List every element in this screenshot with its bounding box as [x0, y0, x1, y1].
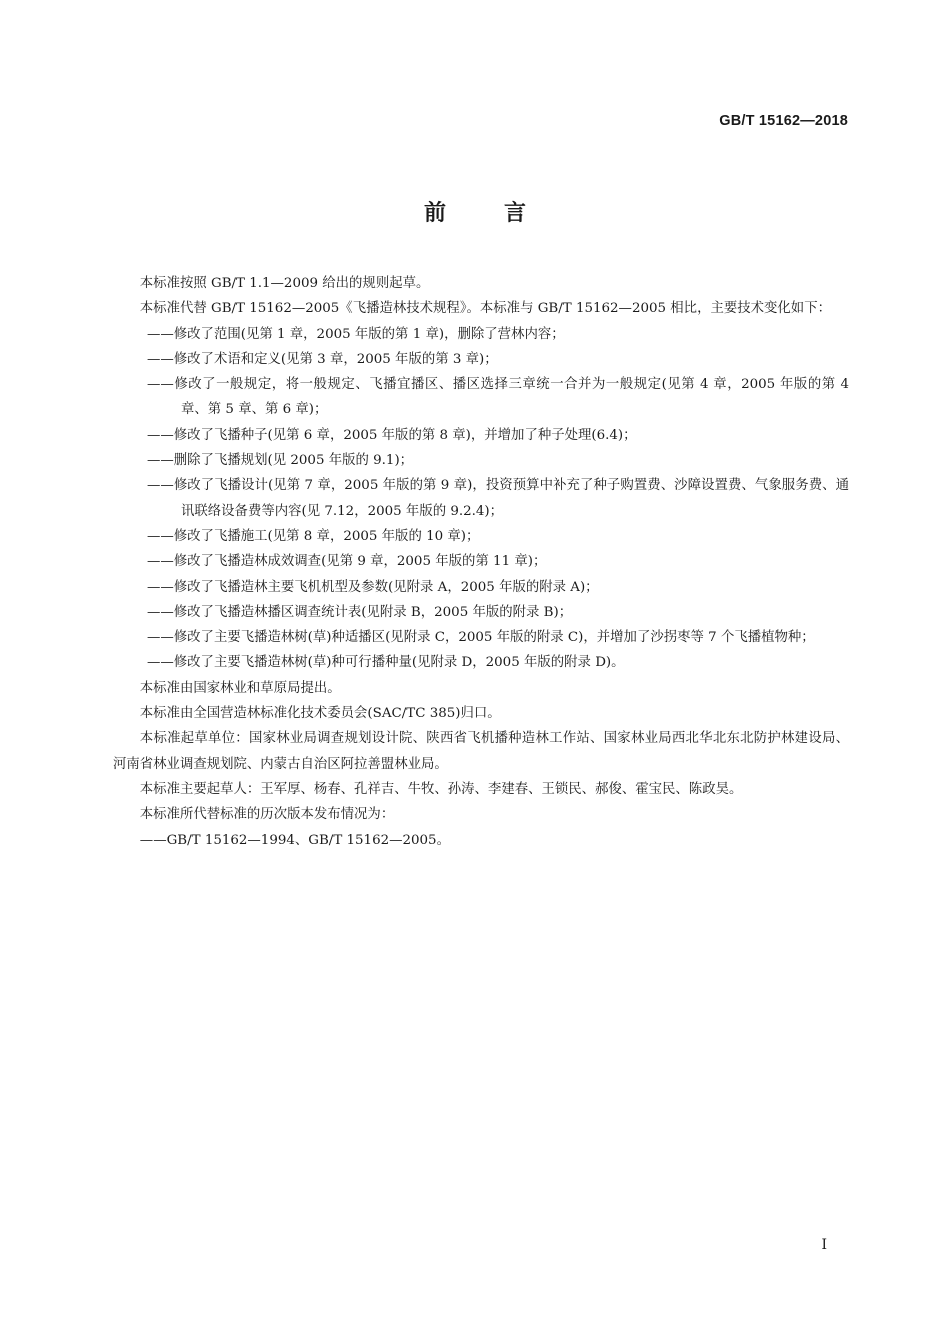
foreword-body: [113, 271, 849, 853]
paragraph-history-intro: 本标准所代替标准的历次版本发布情况为：: [139, 807, 395, 823]
change-item: ——修改了飞播造林播区调查统计表(见附录 B，2005 年版的附录 B)；: [147, 604, 573, 620]
change-item: ——修改了飞播施工(见第 8 章，2005 年版的 10 章)；: [147, 528, 480, 544]
change-item: ——修改了飞播造林主要飞机机型及参数(见附录 A，2005 年版的附录 A)；: [147, 579, 599, 595]
change-item: ——修改了飞播种子(见第 6 章，2005 年版的第 8 章)，并增加了种子处理(6.4)；: [147, 427, 637, 443]
change-item: ——修改了飞播设计(见第 7 章，2005 年版的第 9 章)，投资预算中补充了种子购置费、沙障设置费、气象服务费、通讯联络设备费等内容(见 7.12，2005 年版的 9.2.4)；: [147, 478, 849, 519]
change-item: ——修改了一般规定，将一般规定、飞播宜播区、播区选择三章统一合并为一般规定(见第 4 章，2005 年版的第 4 章、第 5 章、第 6 章)；: [147, 377, 849, 418]
change-item: ——修改了主要飞播造林树(草)种可行播种量(见附录 D，2005 年版的附录 D)。: [147, 655, 625, 671]
change-item: ——修改了飞播造林成效调查(见第 9 章，2005 年版的第 11 章)；: [147, 554, 547, 570]
paragraph-replacement: 本标准代替 GB/T 15162—2005《飞播造林技术规程》。本标准与 GB/T 15162—2005 相比，主要技术变化如下：: [139, 301, 831, 317]
change-item: ——修改了范围(见第 1 章，2005 年版的第 1 章)，删除了营林内容；: [147, 326, 565, 342]
page-title: 前言: [423, 201, 584, 226]
standard-code: GB/T 15162—2018: [719, 113, 848, 129]
paragraph-drafters: 本标准主要起草人：王军厚、杨春、孔祥吉、牛牧、孙涛、李建春、王锁民、郝俊、霍宝民、陈政昊。: [139, 781, 743, 797]
change-item: ——修改了术语和定义(见第 3 章，2005 年版的第 3 章)；: [147, 351, 498, 367]
change-item: ——修改了主要飞播造林树(草)种适播区(见附录 C，2005 年版的附录 C)，并增加了沙拐枣等 7 个飞播植物种；: [147, 630, 815, 646]
paragraph-proposer: 本标准由国家林业和草原局提出。: [139, 680, 341, 696]
history-item: ——GB/T 15162—1994、GB/T 15162—2005。: [139, 832, 450, 848]
paragraph-centralized: 本标准由全国营造林标准化技术委员会(SAC/TC 385)归口。: [139, 706, 501, 722]
paragraph-drafting-units: 本标准起草单位：国家林业局调查规划设计院、陕西省飞机播种造林工作站、国家林业局西北华北东北防护林建设局、河南省林业调查规划院、内蒙古自治区阿拉善盟林业局。: [113, 731, 849, 772]
page-number: I: [821, 1237, 827, 1253]
paragraph-drafting-rules: 本标准按照 GB/T 1.1—2009 给出的规则起草。: [139, 276, 430, 291]
change-item: ——删除了飞播规划(见 2005 年版的 9.1)；: [147, 453, 414, 469]
